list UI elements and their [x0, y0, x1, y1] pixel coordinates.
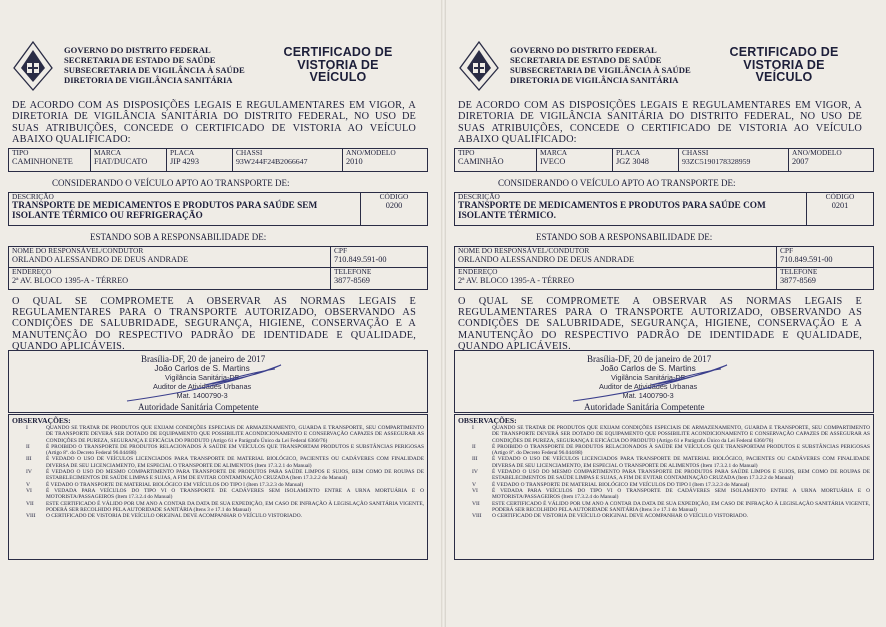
address-row	[454, 268, 874, 290]
observations-list	[12, 425, 424, 519]
authority-label: Autoridade Sanitária Competente	[138, 402, 259, 412]
stamp-line: Vigilância Sanitária-DF	[611, 373, 686, 382]
address-row	[8, 268, 428, 290]
observation-text: É VEDADO O TRANSPORTE DE MATERIAL BIOLÓGICO EM VEÍCULOS DO TIPO I (Item 17.3.2.3 do Manual)	[492, 481, 750, 488]
responsible-row	[454, 246, 874, 268]
observation-number: II	[26, 443, 30, 450]
telefone-value: 3877-8569	[780, 276, 816, 285]
observation-text: QUANDO SE TRATAR DE PRODUTOS QUE EXIJAM CONDIÇÕES ESPECIAIS DE ARMAZENAMENTO, GUARDA E TRANSPORTE, SEU COMPARTIMENTO DE TRANSPORTE DEVERÁ SER DOTADO DE EQUIPAMENTO QUE POSSIBILITE ACONDICIONAMENTO E CONSERVAÇÃO CAPAZES DE ASSEGURAR AS CONDIÇÕES DE PUREZA, SEGURANÇA E EFICÁCIA DO PRODUTO (Artigo 61 e Parágrafo Único da Lei Federal 6360/76)	[46, 425, 424, 444]
stamp-line: Mat. 1400790-3	[622, 391, 674, 400]
government-header	[64, 45, 245, 85]
chassi-cell	[679, 149, 789, 171]
cert-title-line: CERTIFICADO DE	[729, 45, 839, 59]
signature-box	[8, 350, 428, 413]
observation-number: II	[472, 443, 476, 450]
observations-title: OBSERVAÇÕES:	[458, 416, 517, 425]
tipo-label: TIPO	[458, 148, 475, 157]
descricao-value: TRANSPORTE DE MEDICAMENTOS E PRODUTOS PARA SAÚDE SEM ISOLANTE TÉRMICO OU REFRIGERAÇÃO	[12, 201, 318, 221]
telefone-label: TELEFONE	[334, 267, 372, 276]
marca-value: FIAT/DUCATO	[94, 157, 148, 166]
observation-item	[12, 444, 424, 457]
observation-number: III	[26, 456, 32, 463]
certificate-title	[268, 46, 408, 84]
nome-cell	[455, 247, 777, 267]
observation-number: VIII	[472, 513, 482, 520]
observation-text: É VEDADO O USO DO MESMO COMPARTIMENTO PARA TRANSPORTE DE PRODUTOS PARA SAÚDE LIMPOS E SUJOS, BEM COMO DE ROUPAS DE ESTABELECIMENTOS DE SAÚDE LIMPAS E SUJAS, A FIM DE EVITAR CONTAMINAÇÃO CRUZADA (Item 17.3.2.2 do Manual)	[492, 469, 870, 482]
observation-item	[12, 469, 424, 482]
vehicle-table	[8, 148, 428, 172]
cert-title-line: VISTORIA DE	[743, 57, 825, 72]
chassi-value: 93ZC5190178328959	[682, 157, 751, 166]
nome-value: ORLANDO ALESSANDRO DE DEUS ANDRADE	[458, 255, 635, 264]
observation-text: É VEDADA PARA VEÍCULOS DO TIPO VI O TRANSPORTE DE CADÁVERES SEM ISOLAMENTO ENTRE A URNA MORTUÁRIA E O MOTORISTA/PASSAGEIROS (Item 17.3.2.4 do Manual)	[46, 487, 424, 501]
observation-number: IV	[472, 469, 478, 476]
cert-title-line: VEÍCULO	[755, 70, 813, 84]
telefone-label: TELEFONE	[780, 267, 818, 276]
gov-line: SUBSECRETARIA DE VIGILÂNCIA À SAÚDE	[510, 65, 691, 75]
observation-item	[458, 456, 870, 469]
observations-title: OBSERVAÇÕES:	[12, 416, 71, 425]
marca-cell	[91, 149, 167, 171]
observation-item	[12, 501, 424, 514]
handwritten-signature-icon	[109, 355, 309, 405]
observations-box	[454, 414, 874, 560]
observation-number: VI	[26, 487, 32, 494]
endereco-cell	[9, 268, 331, 289]
cpf-cell	[777, 247, 873, 267]
marca-label: MARCA	[94, 148, 122, 157]
intro-paragraph: DE ACORDO COM AS DISPOSIÇÕES LEGAIS E REGULAMENTARES EM VIGOR, A DIRETORIA DE VIGILÂNCIA SANITÁRIA DO DISTRITO FEDERAL, NO USO DE SUAS ATRIBUIÇÕES, CONCEDE O CERTIFICADO DE VISTORIA AO VEÍCULO ABAIXO QUALIFICADO:	[458, 100, 862, 146]
ano-label: ANO/MODELO	[346, 148, 396, 157]
observation-item	[458, 469, 870, 482]
placa-label: PLACA	[170, 148, 195, 157]
tipo-label: TIPO	[12, 148, 29, 157]
cert-title-line: VISTORIA DE	[297, 57, 379, 72]
cert-title-line: VEÍCULO	[309, 70, 367, 84]
tipo-value: CAMINHÃO	[458, 157, 504, 166]
observation-item	[458, 488, 870, 501]
observation-number: IV	[26, 469, 32, 476]
cert-title-line: CERTIFICADO DE	[283, 45, 393, 59]
stamp-line: Auditor de Atividades Urbanas	[153, 382, 252, 391]
gov-line: GOVERNO DO DISTRITO FEDERAL	[510, 45, 657, 55]
observation-text: ESTE CERTIFICADO É VÁLIDO POR UM ANO A CONTAR DA DATA DE SUA EXPEDIÇÃO, EM CASO DE INFRAÇÃO À LEGISLAÇÃO SANITÁRIA VIGENTE, PODERÁ SER RECOLHIDO PELA AUTORIDADE SANITÁRIA (Itens 3 e 17.1 do Manual)	[492, 500, 870, 513]
observation-text: É VEDADA PARA VEÍCULOS DO TIPO VI O TRANSPORTE DE CADÁVERES SEM ISOLAMENTO ENTRE A URNA MORTUÁRIA E O MOTORISTA/PASSAGEIROS (Item 17.3.2.4 do Manual)	[492, 487, 870, 501]
codigo-value: 0201	[831, 201, 849, 210]
gov-line: SECRETARIA DE ESTADO DE SAÚDE	[510, 55, 662, 65]
section-responsible-heading: ESTANDO SOB A RESPONSABILIDADE DE:	[536, 232, 713, 242]
observation-number: V	[472, 481, 477, 488]
codigo-label: CÓDIGO	[379, 192, 409, 201]
ano-label: ANO/MODELO	[792, 148, 842, 157]
telefone-value: 3877-8569	[334, 276, 370, 285]
observation-text: É PROIBIDO O TRANSPORTE DE PRODUTOS RELACIONADOS À SAÚDE EM VEÍCULOS QUE TRANSPORTAM PRODUTOS E SUBSTÂNCIAS PERIGOSAS (Artigo 8º. do Decreto Federal 96.044/88)	[46, 443, 424, 457]
gov-line: GOVERNO DO DISTRITO FEDERAL	[64, 45, 211, 55]
codigo-label: CÓDIGO	[825, 192, 855, 201]
placa-cell	[167, 149, 233, 171]
telefone-cell	[331, 268, 427, 289]
observation-text: O CERTIFICADO DE VISTORIA DE VEÍCULO ORIGINAL DEVE ACOMPANHAR O VEÍCULO VISTORIADO.	[492, 513, 748, 520]
ano-value: 2007	[792, 157, 809, 166]
observation-item	[458, 513, 870, 519]
certificate-right	[446, 0, 886, 627]
transport-table	[8, 192, 428, 226]
observation-text: É VEDADO O USO DO MESMO COMPARTIMENTO PARA TRANSPORTE DE PRODUTOS PARA SAÚDE LIMPOS E SUJOS, BEM COMO DE ROUPAS DE ESTABELECIMENTOS DE SAÚDE LIMPAS E SUJAS, A FIM DE EVITAR CONTAMINAÇÃO CRUZADA (Item 17.3.2.2 do Manual)	[46, 469, 424, 482]
nome-label: NOME DO RESPONSÁVEL/CONDUTOR	[12, 246, 144, 255]
observation-number: I	[26, 425, 28, 431]
observation-text: É VEDADO O TRANSPORTE DE MATERIAL BIOLÓGICO EM VEÍCULOS DO TIPO I (Item 17.3.2.3 do Manual)	[46, 481, 304, 488]
endereco-value: 2ª AV. BLOCO 1395-A - TÉRREO	[12, 276, 129, 285]
observation-text: É VEDADO O USO DE VEÍCULOS LICENCIADOS PARA TRANSPORTE DE MATERIAL BIOLÓGICO, PACIENTES OU CADÁVERES COM FINALIDADE DIVERSA DE SEU LICENCIAMENTO, EM ESPECIAL O TRANSPORTE DE ALIMENTOS (Item 17.3.2.1 do Manual)	[46, 456, 424, 469]
chassi-cell	[233, 149, 343, 171]
observation-number: V	[26, 481, 31, 488]
section-responsible-heading: ESTANDO SOB A RESPONSABILIDADE DE:	[90, 232, 267, 242]
authority-label: Autoridade Sanitária Competente	[584, 402, 705, 412]
certificate-left	[0, 0, 441, 627]
tipo-cell	[9, 149, 91, 171]
stamp-line: João Carlos de S. Martins	[600, 363, 696, 373]
observation-text: ESTE CERTIFICADO É VÁLIDO POR UM ANO A CONTAR DA DATA DE SUA EXPEDIÇÃO, EM CASO DE INFRAÇÃO À LEGISLAÇÃO SANITÁRIA VIGENTE, PODERÁ SER RECOLHIDO PELA AUTORIDADE SANITÁRIA (Itens 3 e 17.1 do Manual)	[46, 500, 424, 513]
cpf-label: CPF	[780, 246, 794, 255]
chassi-value: 93W244F24B2066647	[236, 157, 308, 166]
chassi-label: CHASSI	[236, 148, 263, 157]
observation-number: VIII	[26, 513, 36, 520]
observation-number: VII	[472, 500, 480, 507]
tipo-cell	[455, 149, 537, 171]
ano-cell	[789, 149, 873, 171]
gov-line: SECRETARIA DE ESTADO DE SAÚDE	[64, 55, 216, 65]
brasilia-emblem-icon	[12, 40, 54, 92]
descricao-cell	[9, 193, 361, 225]
section-transport-heading: CONSIDERANDO O VEÍCULO APTO AO TRANSPORTE DE:	[52, 178, 290, 188]
cpf-value: 710.849.591-00	[780, 255, 833, 264]
stamp-line: Mat. 1400790-3	[176, 391, 228, 400]
observation-text: É VEDADO O USO DE VEÍCULOS LICENCIADOS PARA TRANSPORTE DE MATERIAL BIOLÓGICO, PACIENTES OU CADÁVERES COM FINALIDADE DIVERSA DE SEU LICENCIAMENTO, EM ESPECIAL O TRANSPORTE DE ALIMENTOS (Item 17.3.2.1 do Manual)	[492, 456, 870, 469]
observation-number: III	[472, 456, 478, 463]
cpf-value: 710.849.591-00	[334, 255, 387, 264]
signature-box	[454, 350, 874, 413]
observation-number: VII	[26, 500, 34, 507]
issue-date: Brasília-DF, 20 de janeiro de 2017	[587, 354, 712, 364]
observation-text: QUANDO SE TRATAR DE PRODUTOS QUE EXIJAM CONDIÇÕES ESPECIAIS DE ARMAZENAMENTO, GUARDA E TRANSPORTE, SEU COMPARTIMENTO DE TRANSPORTE DEVERÁ SER DOTADO DE EQUIPAMENTO QUE POSSIBILITE ACONDICIONAMENTO E CONSERVAÇÃO CAPAZES DE ASSEGURAR AS CONDIÇÕES DE PUREZA, SEGURANÇA E EFICÁCIA DO PRODUTO (Artigo 61 e Parágrafo Único da Lei Federal 6360/76)	[492, 425, 870, 444]
cpf-cell	[331, 247, 427, 267]
observation-number: VI	[472, 487, 478, 494]
codigo-cell	[807, 193, 873, 225]
stamp-line: Auditor de Atividades Urbanas	[599, 382, 698, 391]
observations-box	[8, 414, 428, 560]
nome-cell	[9, 247, 331, 267]
placa-cell	[613, 149, 679, 171]
government-header	[510, 45, 691, 85]
intro-paragraph: DE ACORDO COM AS DISPOSIÇÕES LEGAIS E REGULAMENTARES EM VIGOR, A DIRETORIA DE VIGILÂNCIA SANITÁRIA DO DISTRITO FEDERAL, NO USO DE SUAS ATRIBUIÇÕES, CONCEDE O CERTIFICADO DE VISTORIA AO VEÍCULO ABAIXO QUALIFICADO:	[12, 100, 416, 146]
marca-cell	[537, 149, 613, 171]
gov-line: SUBSECRETARIA DE VIGILÂNCIA À SAÚDE	[64, 65, 245, 75]
endereco-label: ENDEREÇO	[458, 267, 498, 276]
descricao-cell	[455, 193, 807, 225]
chassi-label: CHASSI	[682, 148, 709, 157]
gov-line: DIRETORIA DE VIGILÂNCIA SANITÁRIA	[64, 75, 233, 85]
observation-item	[458, 501, 870, 514]
nome-value: ORLANDO ALESSANDRO DE DEUS ANDRADE	[12, 255, 189, 264]
telefone-cell	[777, 268, 873, 289]
responsible-row	[8, 246, 428, 268]
endereco-label: ENDEREÇO	[12, 267, 52, 276]
placa-value: JIP 4293	[170, 157, 199, 166]
descricao-label: DESCRIÇÃO	[12, 192, 54, 201]
observation-text: O CERTIFICADO DE VISTORIA DE VEÍCULO ORIGINAL DEVE ACOMPANHAR O VEÍCULO VISTORIADO.	[46, 513, 302, 520]
placa-label: PLACA	[616, 148, 641, 157]
certificate-title	[714, 46, 854, 84]
observation-item	[12, 456, 424, 469]
observation-text: É PROIBIDO O TRANSPORTE DE PRODUTOS RELACIONADOS À SAÚDE EM VEÍCULOS QUE TRANSPORTAM PRODUTOS E SUBSTÂNCIAS PERIGOSAS (Artigo 8º. do Decreto Federal 96.044/88)	[492, 443, 870, 457]
observation-item	[12, 513, 424, 519]
observation-item	[12, 488, 424, 501]
endereco-value: 2ª AV. BLOCO 1395-A - TÉRREO	[458, 276, 575, 285]
section-transport-heading: CONSIDERANDO O VEÍCULO APTO AO TRANSPORTE DE:	[498, 178, 736, 188]
stamp-line: João Carlos de S. Martins	[154, 363, 250, 373]
marca-label: MARCA	[540, 148, 568, 157]
handwritten-signature-icon	[555, 355, 755, 405]
ano-value: 2010	[346, 157, 363, 166]
observation-number: I	[472, 425, 474, 431]
stamp-line: Vigilância Sanitária-DF	[165, 373, 240, 382]
endereco-cell	[455, 268, 777, 289]
ano-cell	[343, 149, 427, 171]
observation-item	[458, 425, 870, 444]
commitment-paragraph: O QUAL SE COMPROMETE A OBSERVAR AS NORMAS LEGAIS E REGULAMENTARES PARA O TRANSPORTE AUTORIZADO, OBSERVANDO AS CONDIÇÕES DE SALUBRIDADE, SEGURANÇA, HIGIENE, CONSERVAÇÃO E A MANUTENÇÃO DO RESPECTIVO PADRÃO DE IDENTIDADE E QUALIDADE, QUANDO APLICÁVEIS.	[458, 296, 862, 352]
observation-item	[12, 425, 424, 444]
gov-line: DIRETORIA DE VIGILÂNCIA SANITÁRIA	[510, 75, 679, 85]
observation-item	[458, 444, 870, 457]
descricao-value: TRANSPORTE DE MEDICAMENTOS E PRODUTOS PARA SAÚDE COM ISOLANTE TÉRMICO.	[458, 201, 766, 221]
tipo-value: CAMINHONETE	[12, 157, 73, 166]
commitment-paragraph: O QUAL SE COMPROMETE A OBSERVAR AS NORMAS LEGAIS E REGULAMENTARES PARA O TRANSPORTE AUTORIZADO, OBSERVANDO AS CONDIÇÕES DE SALUBRIDADE, SEGURANÇA, HIGIENE, CONSERVAÇÃO E A MANUTENÇÃO DO RESPECTIVO PADRÃO DE IDENTIDADE E QUALIDADE, QUANDO APLICÁVEIS.	[12, 296, 416, 352]
codigo-cell	[361, 193, 427, 225]
cpf-label: CPF	[334, 246, 348, 255]
descricao-label: DESCRIÇÃO	[458, 192, 500, 201]
issue-date: Brasília-DF, 20 de janeiro de 2017	[141, 354, 266, 364]
codigo-value: 0200	[385, 201, 403, 210]
observations-list	[458, 425, 870, 519]
transport-table	[454, 192, 874, 226]
vehicle-table	[454, 148, 874, 172]
marca-value: IVECO	[540, 157, 566, 166]
placa-value: JGZ 3048	[616, 157, 649, 166]
nome-label: NOME DO RESPONSÁVEL/CONDUTOR	[458, 246, 590, 255]
brasilia-emblem-icon	[458, 40, 500, 92]
